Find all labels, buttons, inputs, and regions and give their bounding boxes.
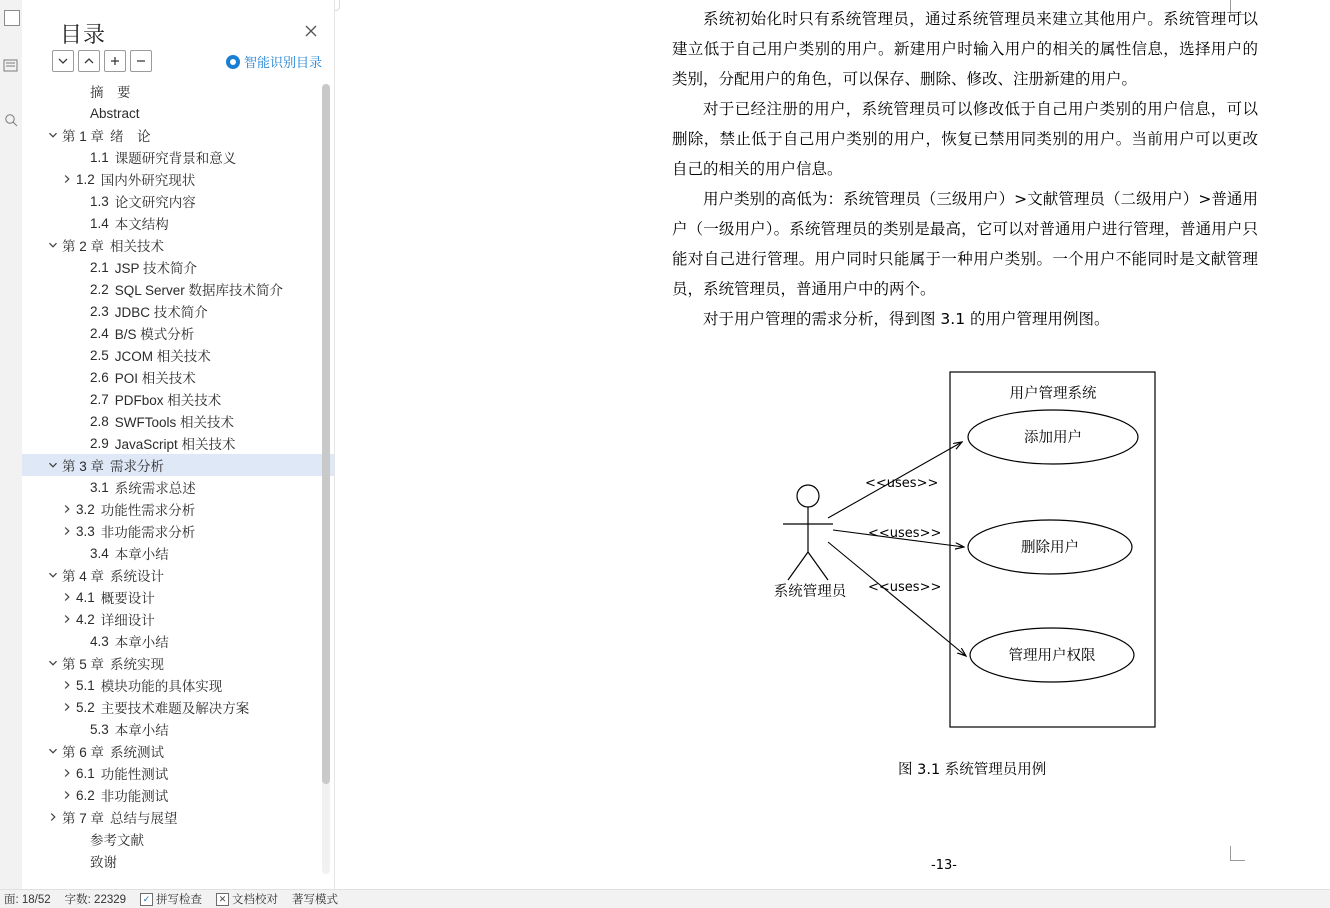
toc-no-arrow [74, 480, 88, 494]
toc-item[interactable] [22, 828, 334, 850]
toc-item-number: 4.2 [76, 611, 95, 627]
toc-item-number: 1.3 [90, 193, 109, 209]
expand-level-up-icon[interactable] [78, 50, 100, 72]
toc-item[interactable] [22, 718, 334, 740]
toc-item-number: 2.6 [90, 369, 109, 385]
toc-item-number: 2.3 [90, 303, 109, 319]
toc-item-number: 3.1 [90, 479, 109, 495]
toc-title: 目录 [60, 22, 107, 47]
status-bar [0, 889, 1330, 908]
toc-item[interactable] [22, 806, 334, 828]
chevron-right-icon[interactable] [60, 612, 74, 626]
relation-label-3: <<uses>> [868, 580, 942, 595]
toc-item-label: 非功能需求分析 [100, 525, 196, 540]
toc-item-label: 非功能测试 [100, 789, 169, 804]
toc-item-label: 系统设计 [110, 569, 165, 584]
toc-item[interactable] [22, 278, 334, 300]
toc-item[interactable] [22, 168, 334, 190]
toc-no-arrow [74, 150, 88, 164]
toc-item[interactable] [22, 674, 334, 696]
toc-no-arrow [74, 634, 88, 648]
toc-item-label: 系统实现 [110, 657, 165, 672]
toc-item-label: 需求分析 [110, 459, 165, 474]
doc-proofread[interactable] [216, 891, 278, 907]
use-case-label-add-user: 添加用户 [1024, 430, 1082, 446]
toc-item-label: SWFTools 相关技术 [114, 415, 235, 430]
toc-item-number: 1.1 [90, 149, 109, 165]
toc-item-number: 2.9 [90, 435, 109, 451]
toc-item-label: 课题研究背景和意义 [114, 151, 237, 166]
chevron-down-icon[interactable] [46, 128, 60, 142]
toc-item[interactable] [22, 520, 334, 542]
chevron-down-icon[interactable] [46, 238, 60, 252]
toc-item[interactable] [22, 454, 334, 476]
collapse-all-icon[interactable] [52, 50, 74, 72]
toc-no-arrow [74, 106, 88, 120]
chevron-right-icon[interactable] [60, 502, 74, 516]
writing-mode[interactable] [292, 891, 338, 907]
toc-item-label: 国内外研究现状 [100, 173, 196, 188]
toc-item[interactable] [22, 212, 334, 234]
page-indicator[interactable] [4, 891, 51, 907]
toc-item-label: 总结与展望 [110, 811, 178, 826]
toc-no-arrow [74, 326, 88, 340]
toc-no-arrow [74, 304, 88, 318]
spell-check-label: 拼写检查 [156, 894, 203, 906]
toc-item-number: 2.5 [90, 347, 109, 363]
toc-item[interactable] [22, 586, 334, 608]
toc-item-number: 1.2 [76, 171, 95, 187]
figure-caption: 图 3.1 系统管理员用例 [898, 762, 1047, 778]
toc-item[interactable] [22, 542, 334, 564]
toc-item-number: 3.4 [90, 545, 109, 561]
toc-item-label: 功能性需求分析 [100, 503, 196, 518]
doc-proofread-label: 文档校对 [232, 894, 279, 906]
chevron-right-icon[interactable] [60, 678, 74, 692]
toc-item-number: 第 6 章 [62, 745, 105, 760]
toc-item-label: 论文研究内容 [114, 195, 196, 210]
toc-no-arrow [74, 84, 88, 98]
toc-panel [22, 0, 335, 890]
toc-item-number: 6.2 [76, 787, 95, 803]
close-small-icon: ✕ [216, 893, 229, 906]
toc-item-number: 5.3 [90, 721, 109, 737]
toc-item[interactable] [22, 190, 334, 212]
toc-item-number: 5.1 [76, 677, 95, 693]
chevron-right-icon[interactable] [60, 766, 74, 780]
toc-no-arrow [74, 282, 88, 296]
toc-item-number: 2.8 [90, 413, 109, 429]
toc-no-arrow [74, 194, 88, 208]
document-body[interactable] [672, 4, 1258, 334]
document-gap [335, 0, 580, 890]
toc-no-arrow [74, 414, 88, 428]
toc-no-arrow [74, 436, 88, 450]
toc-item-label: JCOM 相关技术 [114, 349, 211, 364]
toc-item-label: Abstract [90, 105, 140, 121]
smart-toc-label: 智能识别目录 [243, 55, 322, 70]
chevron-right-icon[interactable] [60, 524, 74, 538]
toc-item[interactable] [22, 630, 334, 652]
actor-left-leg [788, 552, 808, 580]
toc-item-label: POI 相关技术 [114, 371, 196, 386]
toc-item[interactable] [22, 256, 334, 278]
page-indicator-label: 面: 18/52 [4, 894, 51, 906]
toc-item[interactable] [22, 740, 334, 762]
chevron-down-icon[interactable] [46, 656, 60, 670]
toc-item-label: JSP 技术简介 [114, 261, 198, 276]
toc-item-label: 系统测试 [110, 745, 165, 760]
toc-item-label: 致谢 [90, 855, 117, 870]
rail-outline-icon[interactable] [3, 58, 19, 74]
toc-item-number: 2.2 [90, 281, 109, 297]
toc-item[interactable] [22, 234, 334, 256]
toc-item-label: 摘 要 [90, 85, 131, 100]
chevron-down-icon[interactable] [46, 568, 60, 582]
toc-item-label: 功能性测试 [100, 767, 169, 782]
toc-item-label: 本章小结 [114, 723, 169, 738]
toc-item[interactable] [22, 498, 334, 520]
toc-item-label: JDBC 技术简介 [114, 305, 208, 320]
toc-item-label: 本章小结 [114, 635, 169, 650]
left-edge-rail [0, 0, 23, 908]
toc-item-number: 5.2 [76, 699, 95, 715]
toc-item[interactable] [22, 322, 334, 344]
toc-item[interactable] [22, 410, 334, 432]
toc-item-label: 主要技术难题及解决方案 [100, 701, 250, 716]
toc-item[interactable] [22, 366, 334, 388]
toc-item-number: 第 2 章 [62, 239, 105, 254]
toc-item-label: 本章小结 [114, 547, 169, 562]
toc-item[interactable] [22, 652, 334, 674]
toc-no-arrow [74, 348, 88, 362]
toc-toolbar [52, 50, 152, 72]
toc-item-number: 1.4 [90, 215, 109, 231]
toc-item-number: 第 5 章 [62, 657, 105, 672]
smart-toc-icon [226, 55, 240, 69]
toc-item-number: 6.1 [76, 765, 95, 781]
use-case-label-delete-user: 删除用户 [1021, 540, 1079, 556]
toc-item[interactable] [22, 696, 334, 718]
relation-label-1: <<uses>> [865, 476, 939, 491]
paragraph-1: 系统初始化时只有系统管理员，通过系统管理员来建立其他用户。系统管理可以建立低于自己用户类别的用户。新建用户时输入用户的相关的属性信息，选择用户的类别，分配用户的角色，可以保存、删除、修改、注册新建的用户。 [672, 10, 1258, 88]
toc-item[interactable] [22, 124, 334, 146]
toc-item-label: 模块功能的具体实现 [100, 679, 223, 694]
chevron-right-icon[interactable] [60, 700, 74, 714]
toc-item[interactable] [22, 608, 334, 630]
toc-item-number: 第 3 章 [62, 459, 105, 474]
toc-list[interactable] [22, 80, 334, 880]
toc-item-label: 系统需求总述 [114, 481, 196, 496]
toc-item[interactable] [22, 850, 334, 872]
toc-no-arrow [74, 832, 88, 846]
toc-item-label: SQL Server 数据库技术简介 [114, 283, 284, 298]
toc-item-number: 2.1 [90, 259, 109, 275]
toc-item-label: 概要设计 [100, 591, 155, 606]
paragraph-3: 用户类别的高低为：系统管理员（三级用户）>文献管理员（二级用户）>普通用户（一级用户）。系统管理员的类别是最高，它可以对普通用户进行管理，普通用户只能对自己进行管理。用户同时只能属于一种用户类别。一个用户不能同时是文献管理员，系统管理员，普通用户中的两个。 [672, 190, 1258, 298]
collapse-icon[interactable] [130, 50, 152, 72]
toc-item[interactable] [22, 102, 334, 124]
chevron-right-icon[interactable] [60, 788, 74, 802]
toc-item-number: 3.3 [76, 523, 95, 539]
actor-label: 系统管理员 [773, 584, 847, 600]
toc-no-arrow [74, 392, 88, 406]
actor-right-leg [808, 552, 828, 580]
use-case-label-manage-permission: 管理用户权限 [1008, 648, 1096, 664]
toc-item[interactable] [22, 344, 334, 366]
writing-mode-label: 著写模式 [292, 894, 339, 906]
chevron-right-icon[interactable] [60, 590, 74, 604]
word-count-label: 字数: 22329 [64, 894, 127, 906]
toc-item-label: 参考文献 [90, 833, 144, 848]
toc-item[interactable] [22, 762, 334, 784]
toc-item-label: PDFbox 相关技术 [114, 393, 222, 408]
expand-icon[interactable] [104, 50, 126, 72]
toc-item-number: 2.4 [90, 325, 109, 341]
chevron-down-icon[interactable] [46, 458, 60, 472]
toc-item-number: 第 4 章 [62, 569, 105, 584]
chevron-down-icon[interactable] [46, 744, 60, 758]
toc-no-arrow [74, 854, 88, 868]
toc-item[interactable] [22, 784, 334, 806]
rail-search-icon[interactable] [3, 112, 19, 128]
toc-item[interactable] [22, 564, 334, 586]
toc-no-arrow [74, 370, 88, 384]
toc-item-label: JavaScript 相关技术 [114, 437, 236, 452]
toc-item-number: 第 7 章 [62, 811, 105, 826]
toc-item[interactable] [22, 432, 334, 454]
toc-item[interactable] [22, 146, 334, 168]
relation-label-2: <<uses>> [868, 526, 942, 541]
toc-no-arrow [74, 260, 88, 274]
toc-item[interactable] [22, 388, 334, 410]
toc-item[interactable] [22, 300, 334, 322]
actor-head [797, 485, 819, 507]
system-box-title: 用户管理系统 [1009, 386, 1097, 402]
toc-item-number: 4.3 [90, 633, 109, 649]
toc-item-label: 本文结构 [114, 217, 169, 232]
toc-no-arrow [74, 722, 88, 736]
chevron-right-icon[interactable] [60, 172, 74, 186]
toc-no-arrow [74, 216, 88, 230]
check-icon: ✓ [140, 893, 153, 906]
toc-no-arrow [74, 546, 88, 560]
toc-item-label: B/S 模式分析 [114, 327, 195, 342]
toc-item-number: 3.2 [76, 501, 95, 517]
page-number: -13- [931, 858, 957, 873]
toc-item-number: 第 1 章 [62, 129, 105, 144]
toc-item[interactable] [22, 80, 334, 102]
toc-item-number: 4.1 [76, 589, 95, 605]
paragraph-4: 对于用户管理的需求分析，得到图 3.1 的用户管理用例图。 [703, 310, 1110, 328]
toc-scrollbar-thumb[interactable] [322, 84, 330, 784]
toc-item[interactable] [22, 476, 334, 498]
paragraph-2: 对于已经注册的用户，系统管理员可以修改低于自己用户类别的用户信息，可以删除，禁止低于自己用户类别的用户，恢复已禁用同类别的用户。当前用户可以更改自己的相关的用户信息。 [672, 100, 1258, 178]
chevron-right-icon[interactable] [46, 810, 60, 824]
word-count[interactable] [65, 891, 126, 907]
toc-item-label: 详细设计 [100, 613, 155, 628]
spell-check[interactable] [140, 891, 202, 907]
toc-item-label: 相关技术 [110, 239, 165, 254]
close-icon[interactable] [302, 22, 320, 40]
rail-thumbnail-icon[interactable] [4, 10, 20, 26]
use-case-diagram [700, 340, 1220, 790]
toc-item-label: 绪 论 [110, 129, 151, 144]
smart-toc-button[interactable] [226, 52, 322, 71]
toc-item-number: 2.7 [90, 391, 109, 407]
